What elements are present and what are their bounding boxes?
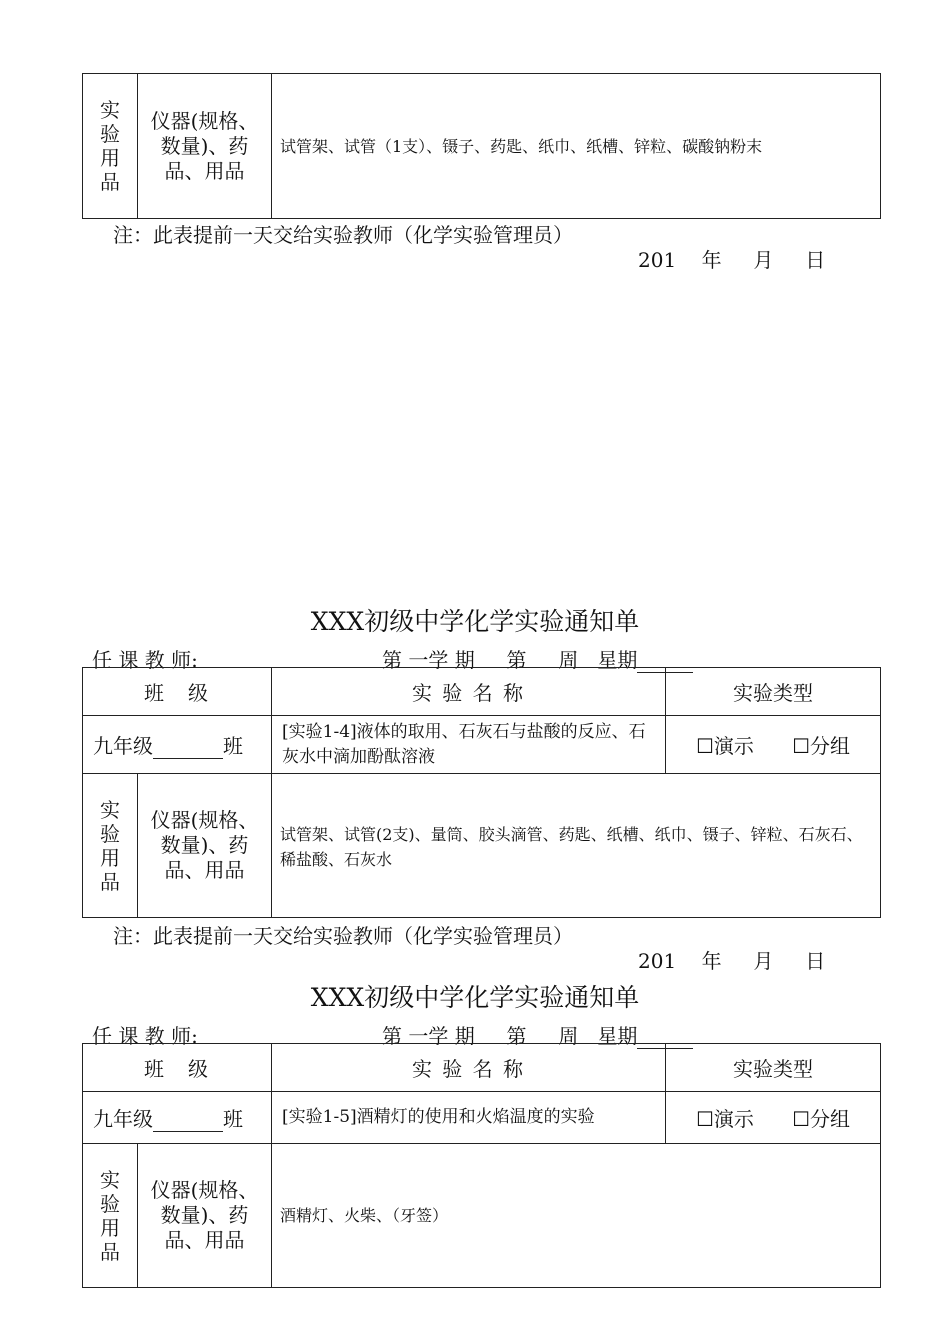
date-line: 201 年 月 日 [638, 949, 826, 973]
supplies-row [83, 774, 881, 918]
supplies-list: 试管架、试管（1支）、镊子、药匙、纸巾、纸槽、锌粒、碳酸钠粉末 [272, 74, 881, 219]
demo-checkbox[interactable]: ☐演示 [695, 1107, 754, 1131]
class-field[interactable]: 九年级 班 [83, 1092, 272, 1144]
experiment-name-header: 实 验 名 称 [272, 1044, 666, 1092]
form-3-table [82, 1043, 881, 1288]
group-checkbox[interactable]: ☐分组 [792, 734, 851, 758]
experiment-name: [实验1-4]液体的取用、石灰石与盐酸的反应、石灰水中滴加酚酞溶液 [272, 716, 666, 774]
header-row [83, 668, 881, 716]
spec-label: 仪器(规格、 数量)、药 品、用品 [138, 1144, 272, 1288]
note-text: 注：此表提前一天交给实验教师（化学实验管理员） [113, 924, 573, 948]
group-checkbox[interactable]: ☐分组 [792, 1107, 851, 1131]
header-row [83, 1044, 881, 1092]
document-title: XXX初级中学化学实验通知单 [310, 983, 640, 1012]
supplies-label: 实 验 用 品 [83, 1144, 138, 1288]
spec-label: 仪器(规格、 数量)、药 品、用品 [138, 774, 272, 918]
experiment-name: [实验1-5]酒精灯的使用和火焰温度的实验 [272, 1092, 666, 1144]
date-line: 201 年 月 日 [638, 248, 826, 272]
supplies-list: 酒精灯、火柴、（牙签） [272, 1144, 881, 1288]
experiment-type-options [666, 1092, 881, 1144]
form-2-table [82, 667, 881, 918]
supplies-row [83, 74, 881, 219]
teacher-label: 任 课 教 师: [92, 1024, 198, 1048]
experiment-type-header: 实验类型 [666, 668, 881, 716]
supplies-row [83, 1144, 881, 1288]
supplies-label: 实 验 用 品 [83, 74, 138, 219]
schedule-line: 第 一学 期 第 周 星期 [382, 644, 693, 673]
supplies-label: 实 验 用 品 [83, 774, 138, 918]
demo-checkbox[interactable]: ☐演示 [695, 734, 754, 758]
class-header: 班 级 [83, 668, 272, 716]
info-row [83, 716, 881, 774]
note-text: 注：此表提前一天交给实验教师（化学实验管理员） [113, 223, 573, 247]
schedule-line: 第 一学 期 第 周 星期 [382, 1020, 693, 1049]
document-title: XXX初级中学化学实验通知单 [310, 607, 640, 636]
form-1-supplies-table [82, 73, 881, 219]
experiment-type-options [666, 716, 881, 774]
class-header: 班 级 [83, 1044, 272, 1092]
class-field[interactable]: 九年级 班 [83, 716, 272, 774]
experiment-type-header: 实验类型 [666, 1044, 881, 1092]
spec-label: 仪器(规格、 数量)、药 品、用品 [138, 74, 272, 219]
supplies-list: 试管架、试管(2支)、量筒、胶头滴管、药匙、纸槽、纸巾、镊子、锌粒、石灰石、稀盐酸、石灰水 [272, 774, 881, 918]
teacher-label: 任 课 教 师: [92, 648, 198, 672]
info-row [83, 1092, 881, 1144]
experiment-name-header: 实 验 名 称 [272, 668, 666, 716]
